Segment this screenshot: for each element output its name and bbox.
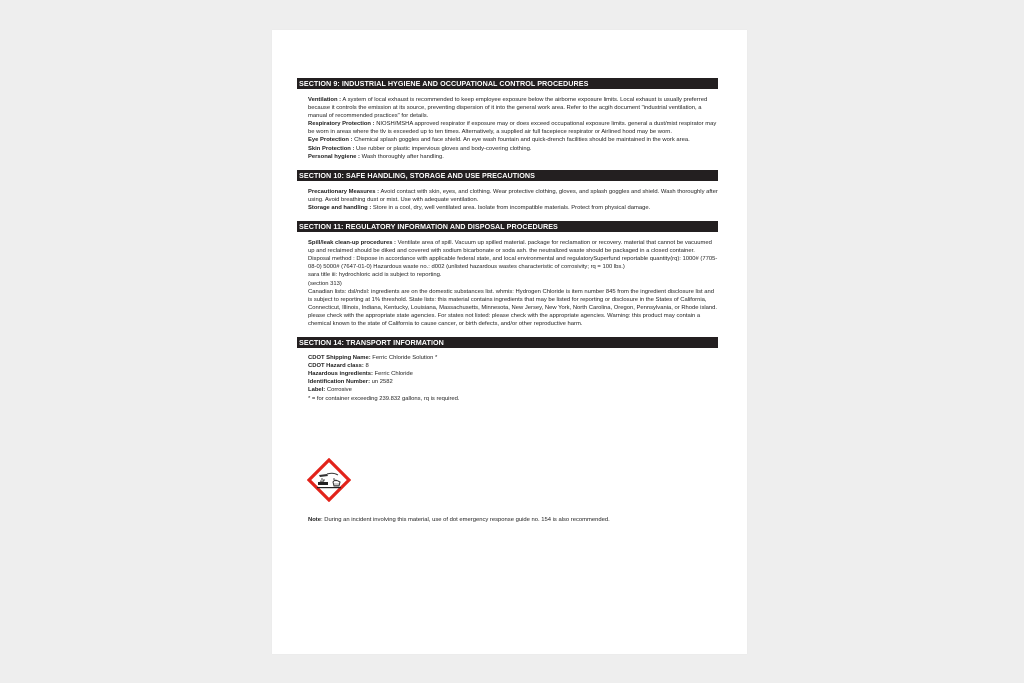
identification-number-line <box>308 378 718 386</box>
field-text: un 2582 <box>370 379 393 386</box>
note-label: Note <box>308 517 321 523</box>
field-label: CDOT Hazard class: <box>308 363 364 370</box>
field-label: Disposal method : <box>308 256 355 263</box>
note-text: : During an incident involving this material, use of dot emergency response guide no. 154 is also recommended. <box>321 517 610 523</box>
sara-title-line: sara title iii: hydrochloric acid is subject to reporting. <box>308 272 442 279</box>
ghs-corrosive-icon <box>307 458 351 502</box>
field-label: Personal hygiene : <box>308 153 360 160</box>
note-paragraph <box>308 516 728 524</box>
section-11 <box>297 221 718 337</box>
ventilation-paragraph <box>308 96 718 120</box>
field-text: Ferric Chloride <box>372 371 413 378</box>
personal-hygiene-paragraph <box>308 153 718 161</box>
section-14-body <box>297 348 718 403</box>
label-line <box>308 386 718 394</box>
section-14-header: SECTION 14: TRANSPORT INFORMATION <box>297 337 718 348</box>
section-10-header: SECTION 10: SAFE HANDLING, STORAGE AND USE PRECAUTIONS <box>297 170 718 181</box>
section-11-body <box>297 232 718 337</box>
respiratory-protection-paragraph <box>308 120 718 136</box>
field-label: Respiratory Protection : <box>308 121 375 128</box>
field-text: NIOSH/MSHA approved respirator if exposure may or does exceed occupational exposure limits. general a dust/mist respirator may be worn in areas where the tlv is exceeded up to ten times. Alternatively, a supplied air full facepiece respirator or Airlined hood may be worn. <box>308 121 717 136</box>
field-label: Storage and handling : <box>308 204 372 211</box>
field-label: Eye Protection : <box>308 137 353 144</box>
hazard-class-line <box>308 362 718 370</box>
field-label: Ventilation : <box>308 97 342 103</box>
field-text: Ferric Chloride Solution * <box>370 355 438 362</box>
section-14 <box>297 337 718 403</box>
shipping-name-line <box>308 354 718 362</box>
field-text: Use rubber or plastic impervious gloves and body-covering clothing. <box>354 145 532 152</box>
field-text: 8 <box>363 363 369 370</box>
section-10-body <box>297 181 718 221</box>
eye-protection-paragraph <box>308 136 718 144</box>
section-9-header: SECTION 9: INDUSTRIAL HYGIENE AND OCCUPATIONAL CONTROL PROCEDURES <box>297 78 718 89</box>
canadian-lists-paragraph: Canadian lists: dsl/ndsl: ingredients are on the domestic substances list. whmis: Hydrogen Chloride is item number 845 from the ingredient disclosure list and is subject to reporting at 1% threshold. State lists: this material contains ingredients that may be listed for reporting or disclosure in the States of California, Connecticut, Illinois, Indiana, Kentucky, Louisiana, Massachusetts, Minnesota, New Jersey, New York, North Carolina, Oregon, Pennsylvania, or Rhode island. please check with the appropriate state agencies. For states not listed: please check with the appropriate agencies. Warning: this product may contain a chemical known to the state of California to cause cancer, or birth defects, and/or other reproductive harm. <box>308 288 718 327</box>
field-text: Ventilate area of spill. Vacuum up spilled material. package for reclamation or recovery. material that cannot be vacuumed up and reclaimed should be diked and covered with sodium bicarbonate or soda ash. the neutralized waste should be packaged in a closed container. <box>308 240 712 255</box>
document-page <box>272 30 747 654</box>
precautionary-measures-paragraph <box>308 188 718 204</box>
field-label: Spill/leak clean-up procedures : <box>308 240 397 247</box>
footnote-line: * = for container exceeding 239.832 gallons, rq is required. <box>308 395 460 402</box>
field-label: Precautionary Measures : <box>308 188 380 195</box>
hazardous-ingredients-line <box>308 370 718 378</box>
section-9 <box>297 78 718 170</box>
field-text: Chemical splash goggles and face shield. An eye wash fountain and quick-drench facilities should be maintained in the work area. <box>352 137 690 144</box>
field-text: Dispose in accordance with applicable federal state, and local environmental and regulatorySuperfund reportable quantity(rq): 1000# (7705-08-0) 5000# (7647-01-0) Hazardous waste no.: d002 (unlisted hazardous wastes characteristic of corrosivity; rq = 100 lbs.) <box>308 256 718 271</box>
storage-handling-paragraph <box>308 204 718 212</box>
field-text: Avoid contact with skin, eyes, and clothing. Wear protective clothing, gloves, and splash goggles and shield. Wash thoroughly after using. Avoid breathing dust or mist. Use with adequate ventilation. <box>308 188 718 203</box>
field-label: Skin Protection : <box>308 145 355 152</box>
field-text: A system of local exhaust is recommended to keep employee exposure below the airborne exposure limits. Local exhaust is usually preferred because it controls the emission at its source, preventing dispersion of it into the general work area. Refer to the acgih document "industrial ventilation, a manual of recommended practices" for details. <box>308 97 708 120</box>
field-label: CDOT Shipping Name: <box>308 355 371 362</box>
section-10 <box>297 170 718 221</box>
spill-cleanup-paragraph <box>308 239 718 255</box>
section-313-line: (section 313) <box>308 280 342 287</box>
section-11-header: SECTION 11: REGULATORY INFORMATION AND DISPOSAL PROCEDURES <box>297 221 718 232</box>
field-text: Corrosive <box>325 387 352 394</box>
field-label: Identification Number: <box>308 379 371 386</box>
field-label: Hazardous ingredients: <box>308 371 373 378</box>
section-9-body <box>297 89 718 170</box>
skin-protection-paragraph <box>308 145 718 153</box>
field-label: Label: <box>308 387 326 394</box>
field-text: Store in a cool, dry, well ventilated area. Isolate from incompatible materials. Protect from physical damage. <box>371 204 651 211</box>
disposal-method-paragraph <box>308 255 718 271</box>
document-content <box>297 78 718 403</box>
field-text: Wash thoroughly after handling. <box>359 153 444 160</box>
